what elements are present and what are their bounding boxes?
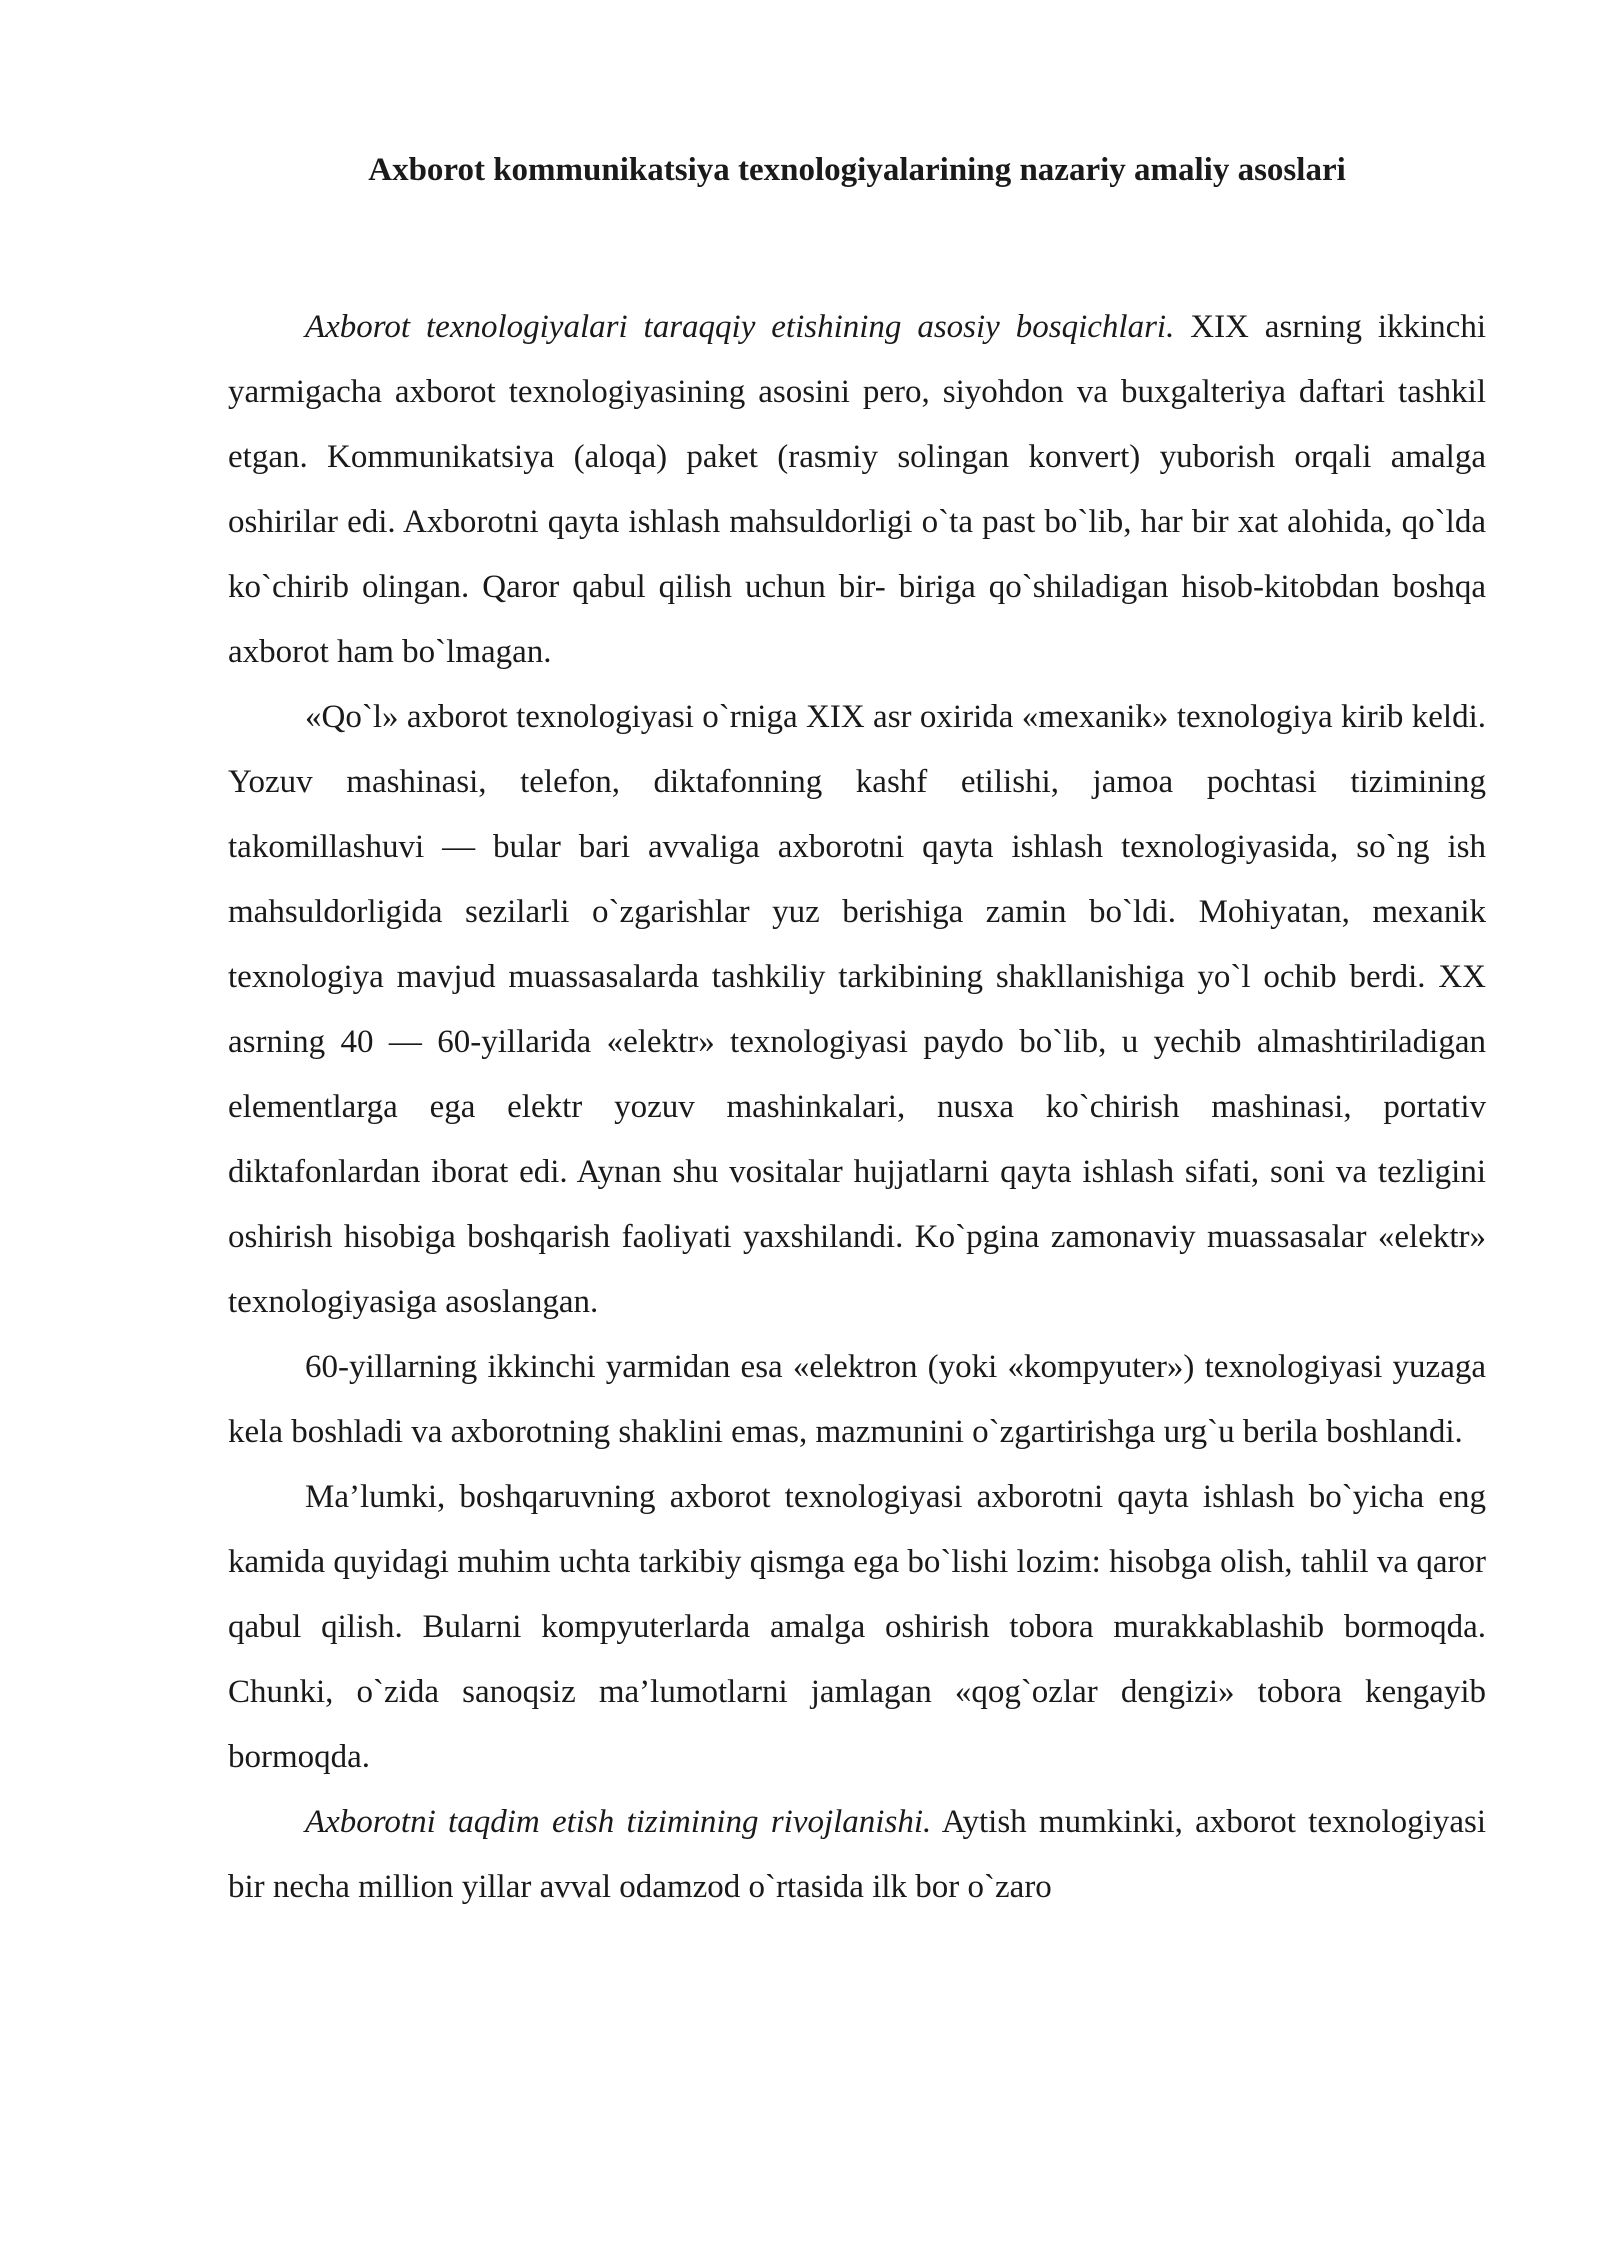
paragraph-mechanical <box>228 685 1486 1335</box>
paragraph-lead-presentation: Axborotni taqdim etish tizimining rivojlanishi. <box>305 1804 932 1840</box>
paragraph-presentation <box>228 1790 1486 1920</box>
paragraph-body-electronic: 60-yillarning ikkinchi yarmidan esa «elektron (yoki «kompyuter») texnologiyasi yuzaga kela boshladi va axborotning shaklini emas, mazmunini o`zgartirishga urg`u berila boshlandi. <box>228 1349 1486 1450</box>
paragraph-electronic <box>228 1335 1486 1465</box>
document-page <box>228 150 1486 1920</box>
paragraph-body-management: Ma’lumki, boshqaruvning axborot texnologiyasi axborotni qayta ishlash bo`yicha eng kamida quyidagi muhim uchta tarkibiy qismga ega bo`lishi lozim: hisobga olish, tahlil va qaror qabul qilish. Bularni kompyuterlarda amalga oshirish tobora murakkablashib bormoqda. Chunki, o`zida sanoqsiz ma’lumotlarni jamlagan «qog`ozlar dengizi» tobora kengayib bormoqda. <box>228 1479 1486 1775</box>
paragraph-stages <box>228 295 1486 685</box>
document-title: Axborot kommunikatsiya texnologiyalarining nazariy amaliy asoslari <box>368 152 1346 188</box>
paragraph-body-mechanical: «Qo`l» axborot texnologiyasi o`rniga XIX asr oxirida «mexanik» texnologiya kirib keldi. Yozuv mashinasi, telefon, diktafonning kashf etilishi, jamoa pochtasi tizimining takomillashuvi — bular bari avvaliga axborotni qayta ishlash texnologiyasida, so`ng ish mahsuldorligida sezilarli o`zgarishlar yuz berishiga zamin bo`ldi. Mohiyatan, mexanik texnologiya mavjud muassasalarda tashkiliy tarkibining shakllanishiga yo`l ochib berdi. XX asrning 40 — 60-yillarida «elektr» texnologiyasi paydo bo`lib, u yechib almashtiriladigan elementlarga ega elektr yozuv mashinkalari, nusxa ko`chirish mashinasi, portativ diktafonlardan iborat edi. Aynan shu vositalar hujjatlarni qayta ishlash sifati, soni va tezligini oshirish hisobiga boshqarish faoliyati yaxshilandi. Ko`pgina zamonaviy muassasalar «elektr» texnologiyasiga asoslangan. <box>228 699 1486 1320</box>
paragraph-lead-stages: Axborot texnologiyalari taraqqiy etishining asosiy bosqichlari. <box>305 309 1175 345</box>
paragraph-management <box>228 1465 1486 1790</box>
paragraph-body-presentation: Aytish mumkinki, axborot texnologiyasi bir necha million yillar avval odamzod o`rtasida ilk bor o`zaro <box>228 1804 1486 1905</box>
paragraph-body-stages: XIX asrning ikkinchi yarmigacha axborot texnologiyasining asosini pero, siyohdon va buxgalteriya daftari tashkil etgan. Kommunikatsiya (aloqa) paket (rasmiy solingan konvert) yuborish orqali amalga oshirilar edi. Axborotni qayta ishlash mahsuldorligi o`ta past bo`lib, har bir xat alohida, qo`lda ko`chirib olingan. Qaror qabul qilish uchun bir- biriga qo`shiladigan hisob-kitobdan boshqa axborot ham bo`lmagan. <box>228 309 1486 670</box>
